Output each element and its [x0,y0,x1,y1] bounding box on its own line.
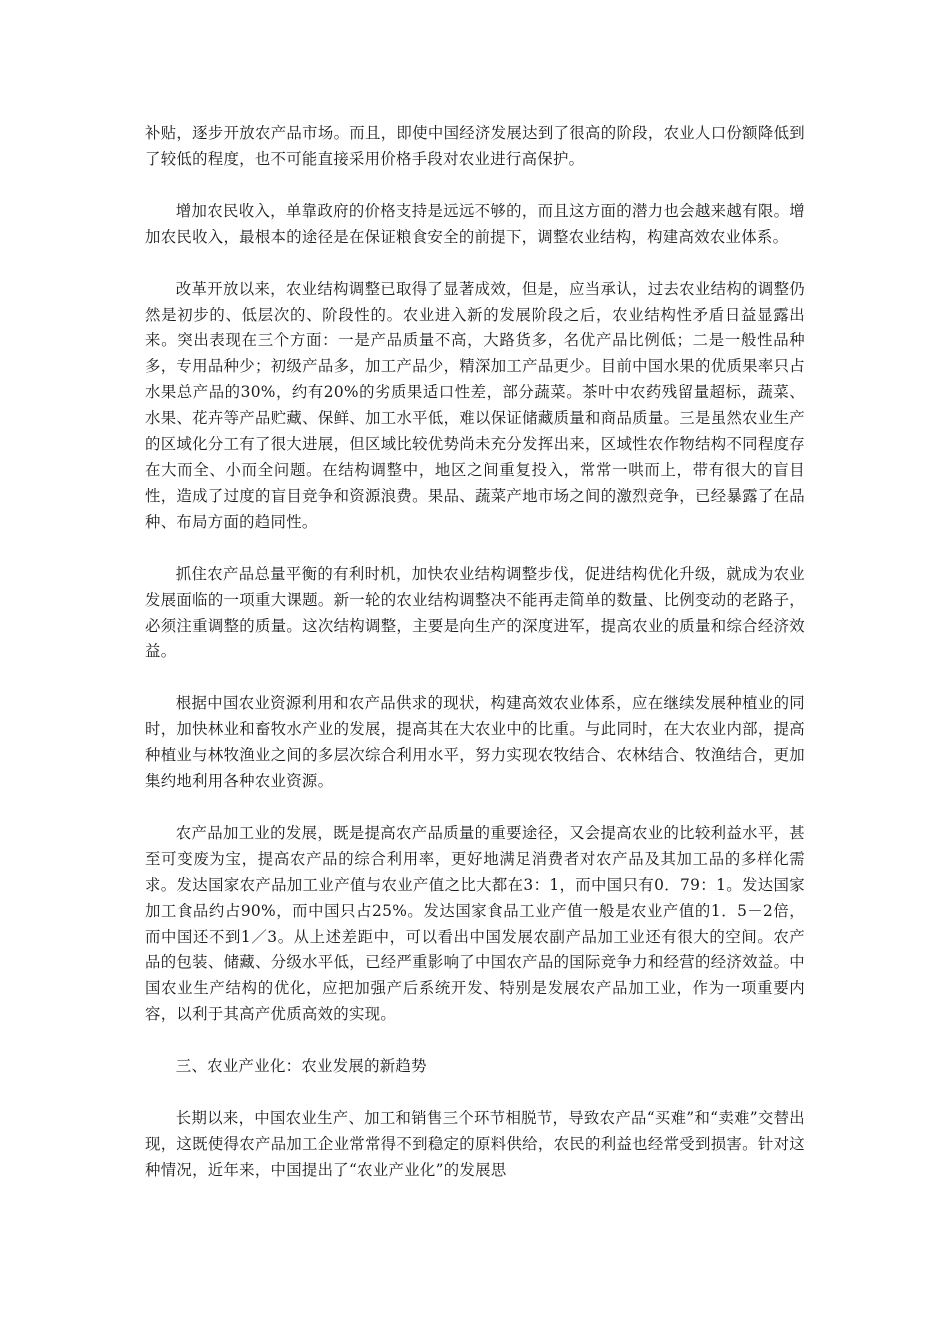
paragraph-processing-industry: 农产品加工业的发展，既是提高农产品质量的重要途径，又会提高农业的比较利益水平，甚至可变废为宝，提高农产品的综合利用率，更好地满足消费者对农产品及其加工品的多样化需求。发达国家农产品加工业产值与农业产值之比大都在3：1，而中国只有0．79：1。发达国家加工食品约占90%，而中国只占25%。发达国家食品工业产值一般是农业产值的1．5－2倍，而中国还不到1／3。从上述差距中，可以看出中国发展农副产品加工业还有很大的空间。农产品的包装、储藏、分级水平低，已经严重影响了中国农产品的国际竞争力和经营的经济效益。中国农业生产结构的优化，应把加强产后系统开发、特别是发展农产品加工业，作为一项重要内容，以利于其高产优质高效的实现。 [145,823,805,1024]
paragraph-structure-adjustment: 改革开放以来，农业结构调整已取得了显著成效，但是，应当承认，过去农业结构的调整仍然是初步的、低层次的、阶段性的。农业进入新的发展阶段之后，农业结构性矛盾日益显露出来。突出表现在三个方面：一是产品质量不高，大路货多，名优产品比例低；二是一般性品种多，专用品种少；初级产品多，加工产品少，精深加工产品更少。目前中国水果的优质果率只占水果总产品的30%，约有20%的劣质果适口性差，部分蔬菜。茶叶中农药残留量超标，蔬菜、水果、花卉等产品贮藏、保鲜、加工水平低，难以保证储藏质量和商品质量。三是虽然农业生产的区域化分工有了很大进展，但区域比较优势尚未充分发挥出来，区域性农作物结构不同程度存在大而全、小而全问题。在结构调整中，地区之间重复投入，常常一哄而上，带有很大的盲目性，造成了过度的盲目竞争和资源浪费。果品、蔬菜产地市场之间的激烈竞争，已经暴露了在品种、布局方面的趋同性。 [145,279,805,531]
paragraph-industrialization: 长期以来，中国农业生产、加工和销售三个环节相脱节，导致农产品“买难”和“卖难”交替出现，这既使得农产品加工企业常常得不到稳定的原料供给，农民的利益也经常受到损害。针对这种情况，近年来，中国提出了“农业产业化”的发展思 [145,1109,805,1179]
paragraph-farmer-income: 增加农民收入，单靠政府的价格支持是远远不够的，而且这方面的潜力也会越来越有限。增加农民收入，最根本的途径是在保证粮食安全的前提下，调整农业结构，构建高效农业体系。 [145,201,805,246]
section-heading: 三、农业产业化：农业发展的新趋势 [175,1057,427,1076]
paragraph-opportunity: 抓住农产品总量平衡的有利时机，加快农业结构调整步伐，促进结构优化升级，就成为农业发展面临的一项重大课题。新一轮的农业结构调整决不能再走简单的数量、比例变动的老路子，必须注重调整的质量。这次结构调整，主要是向生产的深度进军，提高农业的质量和综合经济效益。 [145,564,805,661]
paragraph-resource-utilization: 根据中国农业资源利用和农产品供求的现状，构建高效农业体系，应在继续发展种植业的同时，加快林业和畜牧水产业的发展，提高其在大农业中的比重。与此同时，在大农业内部，提高种植业与林牧渔业之间的多层次综合利用水平，努力实现农牧结合、农林结合、牧渔结合，更加集约地利用各种农业资源。 [145,694,805,791]
document-page [145,121,805,1210]
paragraph-continuation: 补贴，逐步开放农产品市场。而且，即使中国经济发展达到了很高的阶段，农业人口份额降低到了较低的程度，也不可能直接采用价格手段对农业进行高保护。 [145,124,805,168]
